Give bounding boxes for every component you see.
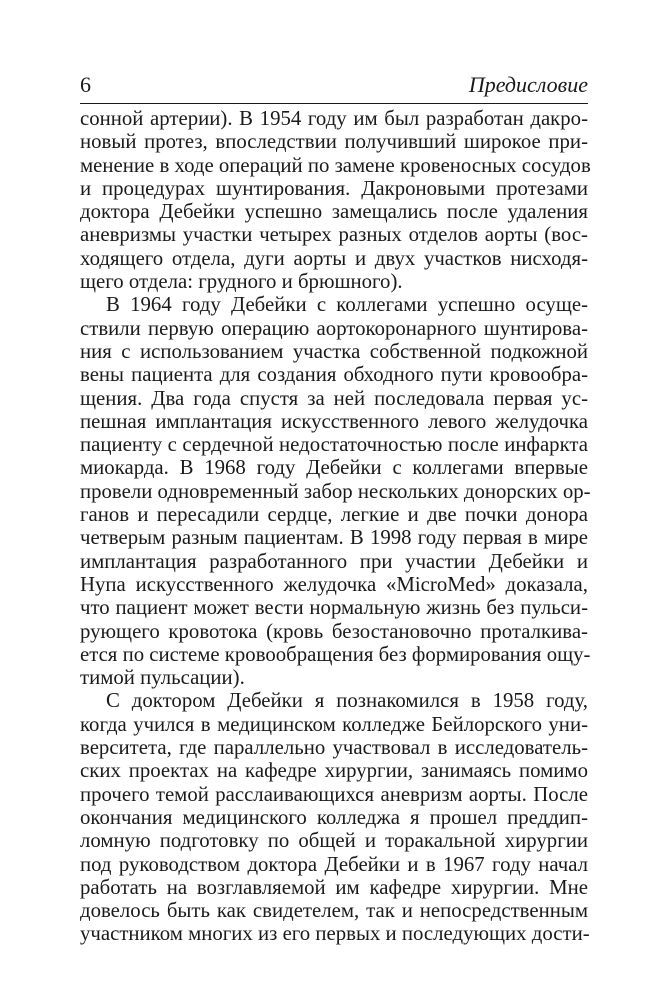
- text-line: прочего темой расслаивающихся аневризм аорты. После: [80, 782, 588, 806]
- text-line: ганов и пересадили сердце, легкие и две почки донора: [80, 503, 588, 527]
- text-line: щения. Два года спустя за ней последовала первая ус-: [80, 386, 588, 410]
- running-head: Предисловие: [468, 72, 588, 97]
- text-line: когда учился в медицинском колледже Бейлорского уни-: [80, 712, 588, 736]
- text-line: и процедурах шунтирования. Дакроновыми протезами: [80, 176, 588, 200]
- text-line: рующего кровотока (кровь безостановочно проталкива-: [80, 619, 588, 643]
- text-line: четверым разным пациентам. В 1998 году первая в мире: [80, 526, 588, 550]
- text-line: тимой пульсации).: [80, 666, 245, 690]
- header-rule: [80, 103, 588, 104]
- text-line: ходящего отдела, дуги аорты и двух участков нисходя-: [80, 246, 588, 270]
- text-line: верситета, где параллельно участвовал в исследователь-: [80, 736, 588, 760]
- text-line: щего отдела: грудного и брюшного).: [80, 270, 403, 294]
- text-line: участником многих из его первых и последующих дости-: [80, 922, 590, 946]
- text-line: имплантация разработанного при участии Дебейки и: [80, 549, 588, 573]
- text-line: С доктором Дебейки я познакомился в 1958 году,: [106, 689, 588, 713]
- paragraph: [80, 293, 591, 690]
- text-line: окончания медицинского колледжа я прошел преддип-: [80, 805, 588, 829]
- text-line: ломную подготовку по общей и торакальной хирургии: [80, 829, 588, 853]
- text-line: аневризмы участки четырех разных отделов аорты (вос-: [80, 223, 588, 247]
- page-number: 6: [80, 72, 91, 97]
- text-line: вены пациента для создания обходного пути кровообра-: [80, 363, 588, 387]
- text-line: Нупа искусственного желудочка «MicroMed» доказала,: [80, 572, 588, 596]
- text-line: довелось быть как свидетелем, так и непосредственным: [80, 899, 588, 923]
- page-header: [80, 70, 588, 98]
- text-line: пешная имплантация искусственного левого желудочка: [80, 409, 588, 433]
- text-line: ских проектах на кафедре хирургии, занимаясь помимо: [80, 759, 588, 783]
- text-line: В 1964 году Дебейки с коллегами успешно осуще-: [106, 293, 588, 317]
- text-line: доктора Дебейки успешно замещались после удаления: [80, 200, 588, 224]
- text-line: работать на возглавляемой им кафедре хирургии. Мне: [80, 875, 588, 899]
- body-text: [80, 107, 591, 946]
- text-line: новый протез, впоследствии получивший широкое при-: [80, 130, 588, 154]
- text-line: пациенту с сердечной недостаточностью после инфаркта: [80, 433, 588, 457]
- text-line: сонной артерии). В 1954 году им был разработан дакро-: [80, 107, 588, 130]
- text-line: что пациент может вести нормальную жизнь без пульси-: [80, 596, 588, 620]
- text-line: провели одновременный забор нескольких донорских ор-: [80, 479, 591, 503]
- paragraph: [80, 689, 588, 945]
- text-line: ется по системе кровообращения без формирования ощу-: [80, 642, 591, 666]
- text-line: ния с использованием участка собственной подкожной: [80, 339, 588, 363]
- text-line: миокарда. В 1968 году Дебейки с коллегами впервые: [80, 456, 588, 480]
- text-line: менение в ходе операций по замене кровеносных сосудов: [80, 153, 591, 177]
- paragraph: [80, 107, 591, 294]
- text-line: ствили первую операцию аортокоронарного шунтирова-: [80, 316, 588, 340]
- text-line: под руководством доктора Дебейки и в 1967 году начал: [80, 852, 588, 876]
